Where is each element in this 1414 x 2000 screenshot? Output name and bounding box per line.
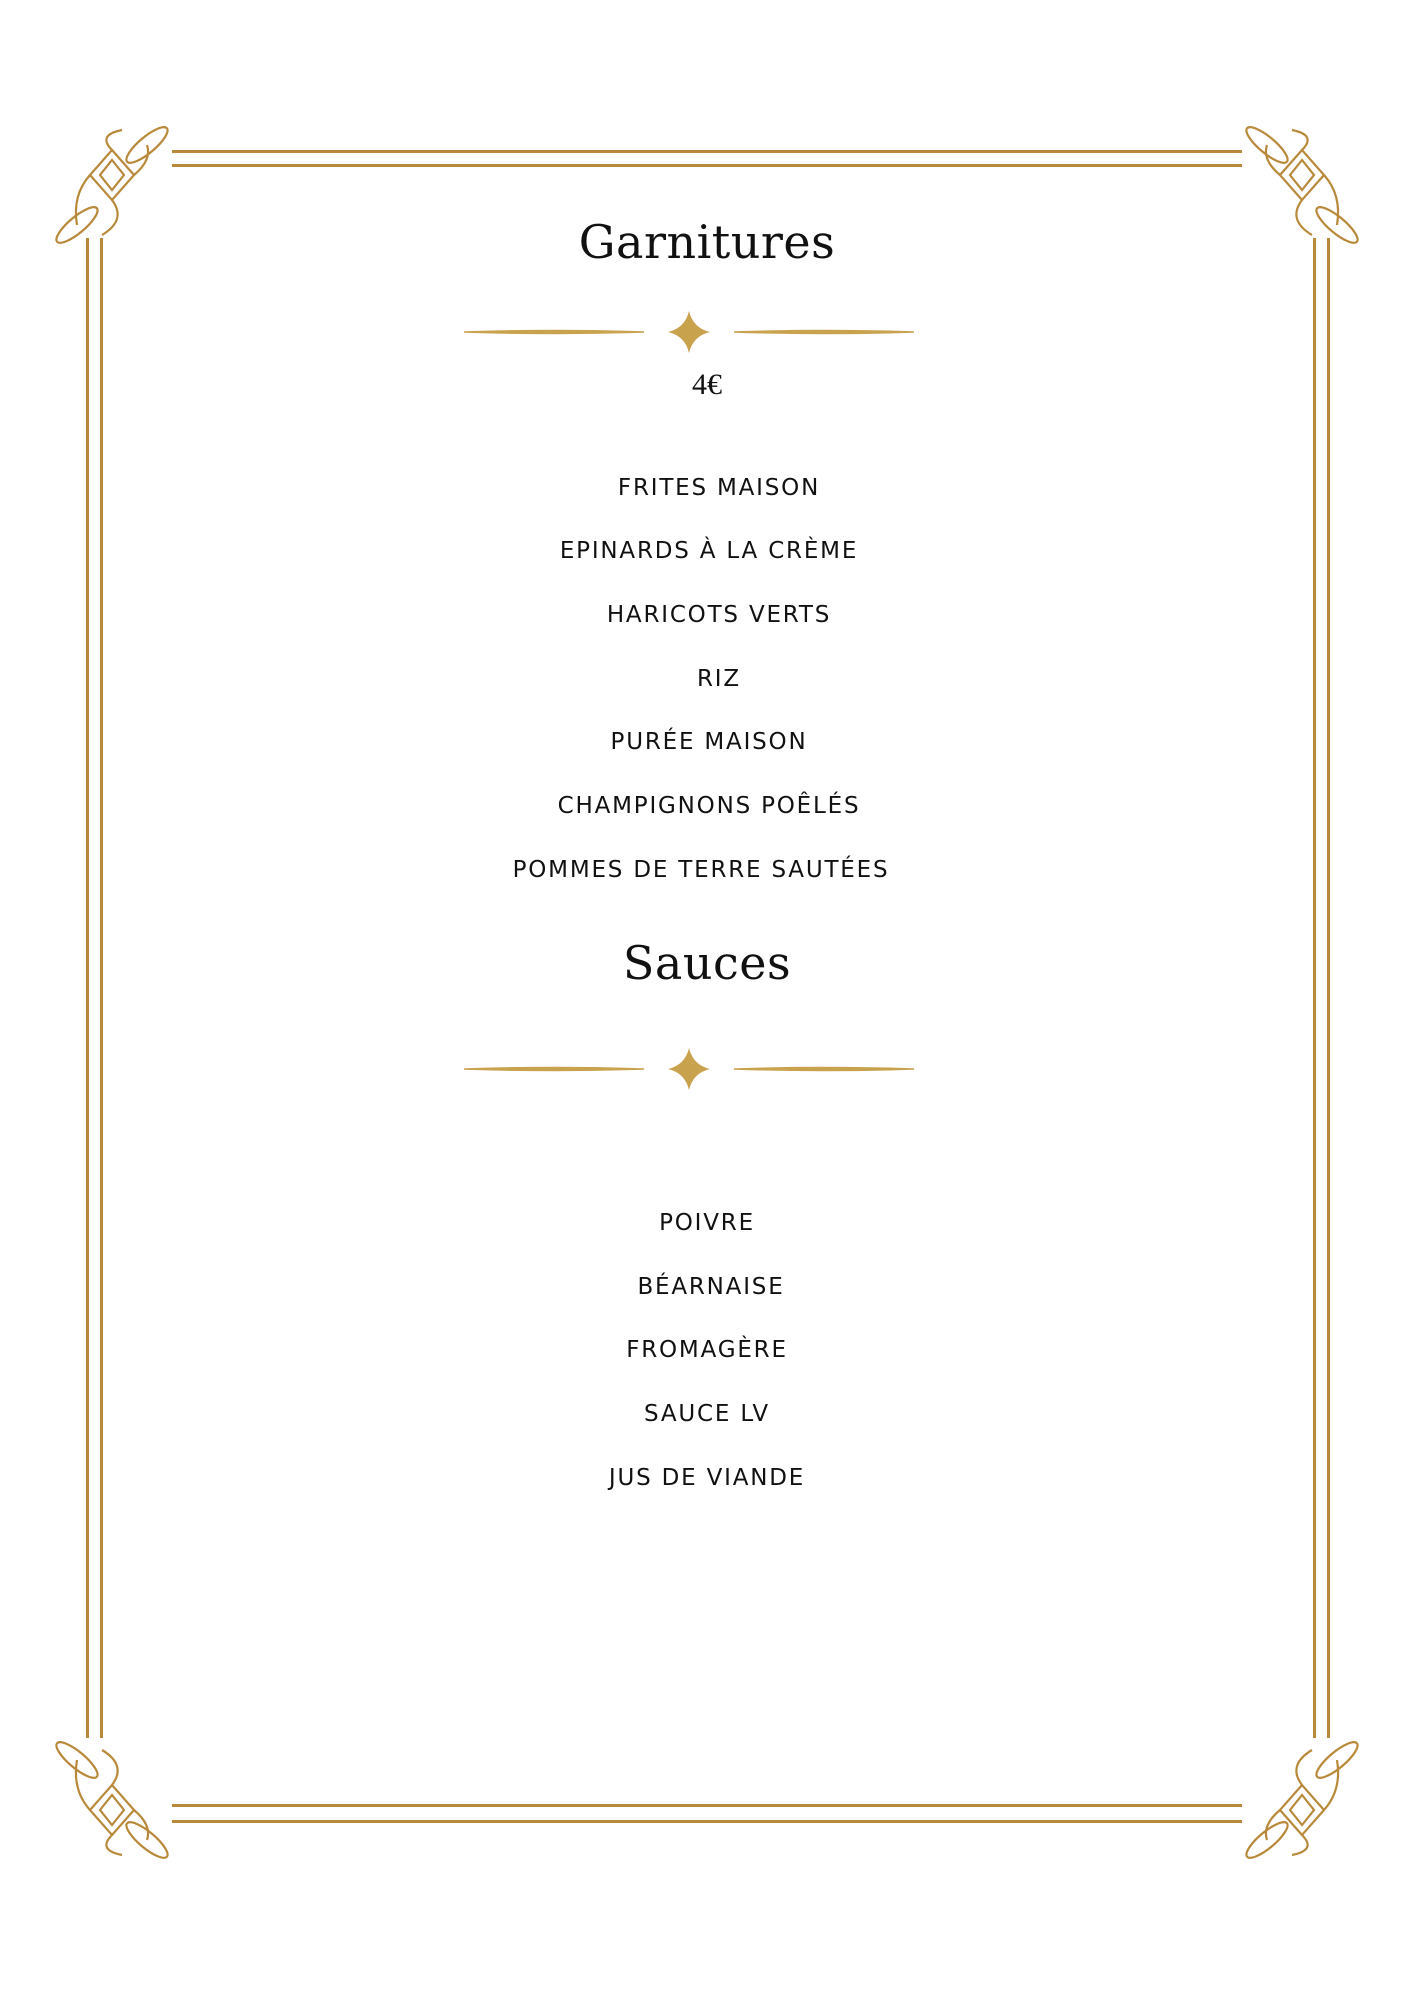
list-item: CHAMPIGNONS POÊLÉS: [557, 793, 861, 819]
corner-ornament-bottom-right: [1242, 1730, 1362, 1860]
list-item: FROMAGÈRE: [626, 1337, 788, 1363]
sauces-title: Sauces: [622, 936, 792, 990]
list-item: RIZ: [697, 666, 741, 692]
list-item: EPINARDS À LA CRÈME: [559, 538, 859, 564]
list-item: JUS DE VIANDE: [608, 1465, 806, 1491]
star-icon: [668, 1048, 710, 1090]
garnitures-price: 4€: [692, 368, 722, 401]
list-item: HARICOTS VERTS: [606, 602, 832, 628]
frame-bottom-outer: [172, 1820, 1242, 1823]
list-item: POIVRE: [659, 1210, 755, 1236]
frame-bottom-inner: [172, 1804, 1242, 1807]
list-item: FRITES MAISON: [617, 475, 821, 501]
corner-ornament-bottom-left: [52, 1730, 172, 1860]
sauces-divider: [464, 1044, 914, 1094]
list-item: SAUCE LV: [644, 1401, 770, 1427]
garnitures-title: Garnitures: [578, 215, 836, 269]
list-item: BÉARNAISE: [637, 1274, 785, 1300]
frame-top-outer: [172, 150, 1242, 153]
frame-top-inner: [172, 164, 1242, 167]
list-item: POMMES DE TERRE SAUTÉES: [512, 857, 890, 883]
garnitures-divider: [464, 307, 914, 357]
star-icon: [668, 311, 710, 353]
list-item: PURÉE MAISON: [610, 729, 808, 755]
